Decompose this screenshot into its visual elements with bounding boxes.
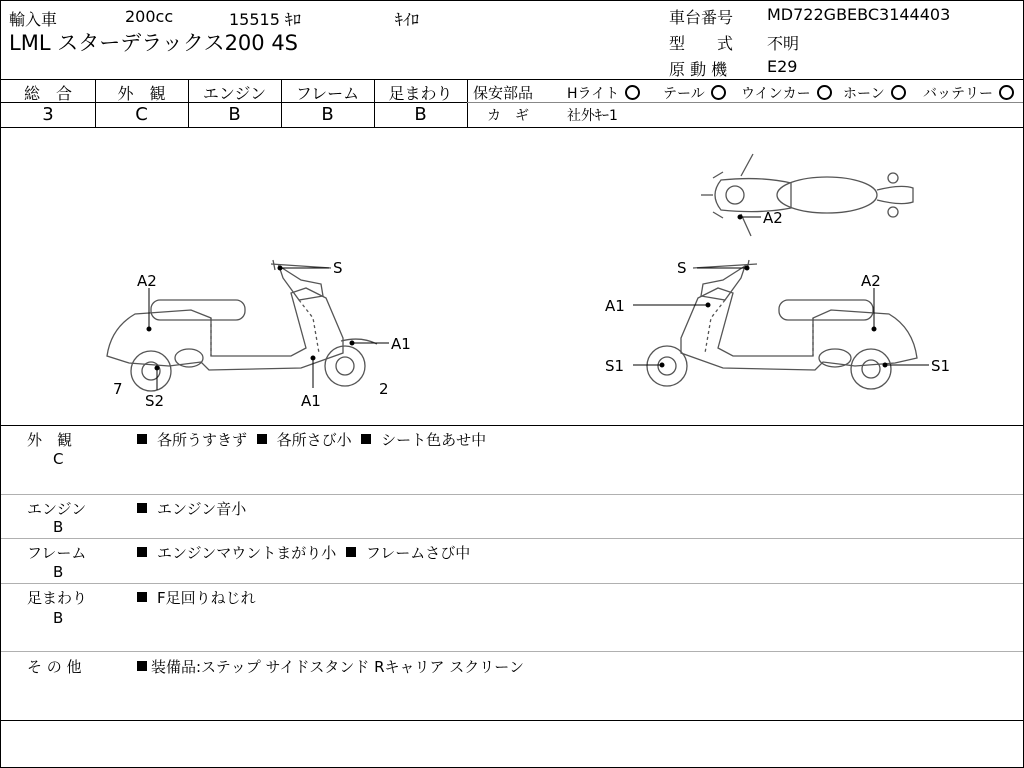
model-name: LML スターデラックス200 4S [9,31,299,55]
color: ｷｲﾛ [395,10,420,29]
grade-label-frame: フレーム [295,84,360,103]
safety-item-headlight: Hライト [567,83,640,103]
remark-grade-exterior: C [53,450,64,468]
mark-top-a2: A2 [763,209,783,227]
grade-value-suspension: B [414,104,427,125]
mark-left-a2: A2 [137,272,157,290]
remark-label-engine: エンジン [27,500,87,518]
safety-item-battery: バッテリー [923,83,1014,103]
remark-items-other: 装備品:ステップ サイドスタンド Rキャリア スクリーン [137,656,524,677]
grade-value-overall: 3 [42,104,54,125]
mark-right-s: S [677,259,687,277]
mark-left-a1-lower: A1 [301,392,321,410]
remark-grade-frame: B [53,563,64,581]
mark-left-s: S [333,259,343,277]
remark-grade-engine: B [53,518,64,536]
grade-label-engine: エンジン [202,84,267,103]
remark-items-engine: エンジン音小 [137,498,246,519]
mileage: 15515 ｷﾛ [229,10,301,29]
key-label: カ ギ [487,108,529,124]
mark-left-2: 2 [379,380,389,398]
remark-label-exterior: 外 観 [27,431,73,449]
engine-value: E29 [767,57,798,76]
ok-circle-icon [891,85,906,100]
remark-grade-suspension: B [53,609,64,627]
engine-label: 原 動 機 [669,60,728,79]
frame-no: MD722GBEBC3144403 [767,5,951,24]
grade-label-overall: 総 合 [23,84,72,103]
mark-right-s1-rear: S1 [931,357,951,375]
remark-items-suspension: F足回りねじれ [137,587,256,608]
safety-item-tail: テール [663,83,726,103]
remark-label-suspension: 足まわり [27,589,88,607]
mark-left-s2: S2 [145,392,165,410]
damage-diagram [1,128,1023,425]
frame-no-label: 車台番号 [669,8,734,27]
ok-circle-icon [625,85,640,100]
remark-items-exterior: 各所うすきず 各所さび小 シート色あせ中 [137,429,486,450]
mark-left-7: 7 [113,380,123,398]
key-value: 社外ｷｰ1 [567,108,618,124]
safety-item-horn: ホーン [843,83,906,103]
grade-value-frame: B [321,104,334,125]
remark-items-frame: エンジンマウントまがり小 フレームさび中 [137,542,470,563]
safety-title: 保安部品 [473,84,534,102]
displacement: 200cc [125,7,174,26]
ok-circle-icon [817,85,832,100]
mark-right-a1: A1 [605,297,625,315]
grade-value-engine: B [228,104,241,125]
grade-label-exterior: 外 観 [117,84,166,103]
type-value: 不明 [767,34,800,53]
ok-circle-icon [999,85,1014,100]
scooter-top-view-icon [701,154,913,236]
grade-label-suspension: 足まわり [388,84,453,103]
safety-item-winker: ウインカー [741,83,832,103]
grade-value-exterior: C [135,104,148,125]
remark-label-other: そ の 他 [27,658,82,676]
mark-right-a2: A2 [861,272,881,290]
type-label: 型 式 [669,34,734,53]
ok-circle-icon [711,85,726,100]
import-type: 輸入車 [9,10,58,29]
mark-right-s1-front: S1 [605,357,625,375]
remark-label-frame: フレーム [27,544,87,562]
mark-left-a1-front: A1 [391,335,411,353]
